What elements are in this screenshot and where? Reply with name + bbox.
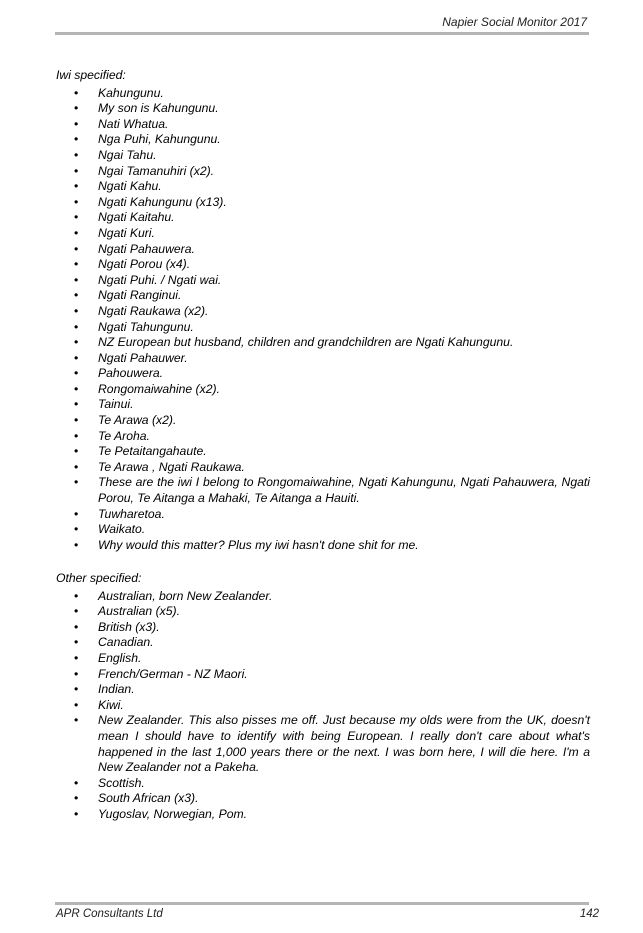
other-list xyxy=(56,589,590,823)
list-item: • Ngati Ranginui. xyxy=(98,288,590,304)
footer-rule xyxy=(55,902,589,905)
list-item: • My son is Kahungunu. xyxy=(98,101,590,117)
list-item: • Tuwharetoa. xyxy=(98,507,590,523)
list-item: • NZ European but husband, children and grandchildren are Ngati Kahungunu. xyxy=(98,335,590,351)
list-item: • Kahungunu. xyxy=(98,86,590,102)
list-item: • Ngati Kahungunu (x13). xyxy=(98,195,590,211)
list-item: • Te Arawa , Ngati Raukawa. xyxy=(98,460,590,476)
list-item: • Ngati Porou (x4). xyxy=(98,257,590,273)
list-item: • Kiwi. xyxy=(98,698,590,714)
list-item: • Pahouwera. xyxy=(98,366,590,382)
list-item: • Scottish. xyxy=(98,776,590,792)
list-item: • Why would this matter? Plus my iwi hasn't done shit for me. xyxy=(98,538,590,554)
other-section xyxy=(56,571,590,823)
list-item: • Yugoslav, Norwegian, Pom. xyxy=(98,807,590,823)
iwi-list xyxy=(56,86,590,554)
list-item: • English. xyxy=(98,651,590,667)
page-header-title: Napier Social Monitor 2017 xyxy=(442,15,587,29)
list-item: • Ngati Kuri. xyxy=(98,226,590,242)
other-section-heading: Other specified: xyxy=(56,571,142,585)
footer-company: APR Consultants Ltd xyxy=(56,908,163,920)
list-item: • Ngati Pahauwer. xyxy=(98,351,590,367)
list-item: • Ngati Puhi. / Ngati wai. xyxy=(98,273,590,289)
list-item: • Te Aroha. xyxy=(98,429,590,445)
list-item: • Ngati Tahungunu. xyxy=(98,320,590,336)
iwi-section-heading: Iwi specified: xyxy=(56,68,126,82)
list-item: • Australian, born New Zealander. xyxy=(98,589,590,605)
list-item: • Rongomaiwahine (x2). xyxy=(98,382,590,398)
list-item: • South African (x3). xyxy=(98,791,590,807)
list-item: • These are the iwi I belong to Rongomaiwahine, Ngati Kahungunu, Ngati Pahauwera, Ngati Porou, Te Aitanga a Mahaki, Te Aitanga a Hauiti. xyxy=(98,475,590,506)
list-item: • Australian (x5). xyxy=(98,604,590,620)
list-item: • New Zealander. This also pisses me off. Just because my olds were from the UK, doesn't mean I should have to identify with being European. I really don't care about what's happened in the last 1,000 years there or the next. I was born here, I will die here. I'm a New Zealander not a Pakeha. xyxy=(98,713,590,775)
list-item: • Tainui. xyxy=(98,397,590,413)
list-item: • Ngai Tamanuhiri (x2). xyxy=(98,164,590,180)
list-item: • Te Arawa (x2). xyxy=(98,413,590,429)
list-item: • Indian. xyxy=(98,682,590,698)
list-item: • Waikato. xyxy=(98,522,590,538)
header-rule xyxy=(55,32,589,35)
list-item: • Te Petaitangahaute. xyxy=(98,444,590,460)
list-item: • Nga Puhi, Kahungunu. xyxy=(98,132,590,148)
list-item: • Ngati Kaitahu. xyxy=(98,210,590,226)
list-item: • French/German - NZ Maori. xyxy=(98,667,590,683)
list-item: • Ngati Raukawa (x2). xyxy=(98,304,590,320)
list-item: • Canadian. xyxy=(98,635,590,651)
iwi-section xyxy=(56,68,590,553)
list-item: • Ngai Tahu. xyxy=(98,148,590,164)
list-item: • Ngati Kahu. xyxy=(98,179,590,195)
list-item: • Nati Whatua. xyxy=(98,117,590,133)
list-item: • Ngati Pahauwera. xyxy=(98,242,590,258)
list-item: • British (x3). xyxy=(98,620,590,636)
page-number: 142 xyxy=(579,908,599,920)
